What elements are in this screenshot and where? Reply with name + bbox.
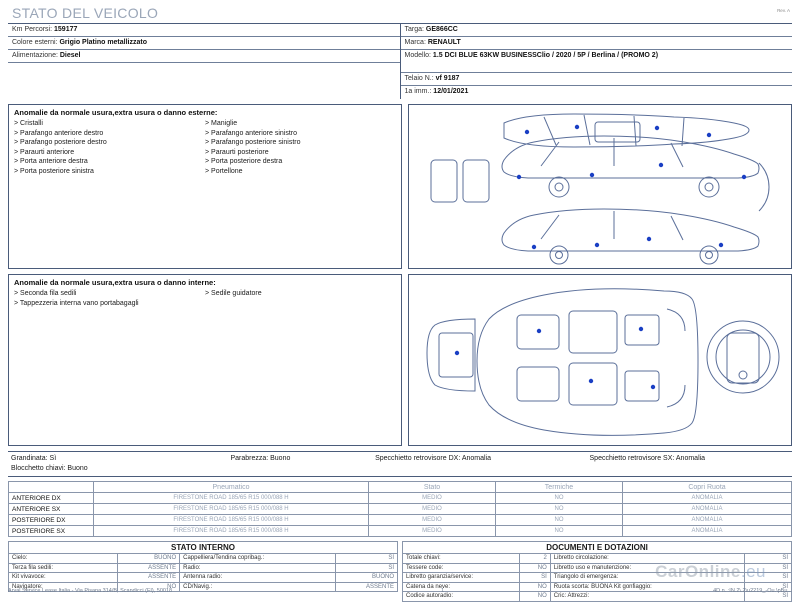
list-item: > Sedile guidatore [205,290,262,297]
internal-anomalies-col1 [14,289,205,308]
info-row [401,24,793,37]
field-label: Triangolo di emergenza: [550,573,745,583]
info-value: 159177 [54,26,78,33]
info-row [401,86,793,98]
col-position [9,482,94,493]
damage-markers [517,125,746,249]
external-anomalies-title: Anomalie da normale usura,extra usura o danno esterne: [14,108,218,117]
table-row [9,526,792,537]
info-label: Targa: [404,26,424,33]
page-title: STATO DEL VEICOLO [12,5,159,21]
field-value: NO [519,592,550,602]
condition-row [11,464,789,474]
info-row-empty [8,87,400,99]
list-item: > Portellone [205,167,243,175]
tyre-wheelcover: ANOMALIA [623,526,792,537]
info-row [401,50,793,73]
external-anomalies-col1 [14,119,205,176]
field-label: Libretto circolazione: [550,554,745,564]
tyre-model: FIRESTONE ROAD 185/65 R15 000/088 H [94,515,369,526]
document-page [8,4,792,600]
interior-state-title: STATO INTERNO [8,541,398,553]
field-value: SÌ [745,563,792,573]
list-item: > Parafango posteriore destro [14,139,107,146]
info-value: RENAULT [427,39,461,46]
car-interior-svg [409,275,789,443]
tyre-position: POSTERIORE DX [9,515,94,526]
field-label: Kit vivavoce: [9,573,118,583]
tyre-thermal: NO [496,493,623,504]
field-value: SÌ [335,563,397,573]
field-label: Cric: Attrezzi: [550,592,745,602]
windscreen-status: Parabrezza: Buono [230,455,291,462]
field-label: Totale chiavi: [403,554,520,564]
tyre-thermal: NO [496,526,623,537]
tyre-position: ANTERIORE DX [9,493,94,504]
info-value: 1.5 DCI BLUE 63KW BUSINESSClio / 2020 / 5P / Berlina / (PROMO 2) [432,52,659,59]
tyre-position: ANTERIORE SX [9,504,94,515]
field-label: Terza fila sedili: [9,563,118,573]
info-label: Km Percorsi: [12,26,53,33]
tyre-state: MEDIO [369,504,496,515]
info-label: Alimentazione: [12,52,58,59]
footer-page-number: 1 [441,588,445,594]
info-row-empty [8,63,400,75]
field-label: CD/Navig.: [180,582,336,592]
info-label: Marca: [404,39,426,46]
field-label: Antenna radio: [180,573,336,583]
field-value: ASSENTE [335,582,397,592]
field-value: SÌ [335,554,397,564]
footer-reference: 4D n..:IN.2\.2\u2219_-Ou.\pBu... [713,588,792,594]
col-tyre: Pneumatico [94,482,369,493]
watermark-text: CarOnline [655,562,741,581]
mirror-right-status: Specchietto retrovisore DX: Anomalia [375,455,492,462]
col-wheelcover: Copri Ruota [623,482,792,493]
info-label: Colore esterni: [12,39,58,46]
field-label: Cielo: [9,554,118,564]
internal-anomalies-col2 [205,289,396,308]
revision-label: Rev. A [777,8,790,13]
field-value: SÌ [745,592,792,602]
internal-section [8,274,792,446]
field-label: Ruota scorta: BUONA Kit gonfiaggio: [550,582,745,592]
condition-row [11,454,789,464]
footer-company: Arval Service Lease Italia - Via Pisana 314/B, Scandicci (FI), 50018 [8,588,173,594]
list-item: > Cristalli [14,120,43,127]
internal-anomalies-box [8,274,402,446]
field-value: BUONO [335,573,397,583]
tyre-position: POSTERIORE SX [9,526,94,537]
list-item: > Porta posteriore sinistra [14,167,94,175]
tyres-table [8,481,792,537]
internal-anomalies-title: Anomalie da normale usura,extra usura o danno interne: [14,278,216,287]
info-row [8,50,400,63]
info-value: Grigio Platino metallizzato [59,39,147,46]
tyre-wheelcover: ANOMALIA [623,493,792,504]
tyre-state: MEDIO [369,515,496,526]
field-value: SÌ [745,582,792,592]
table-row [9,493,792,504]
watermark-suffix: .eu [740,562,766,581]
exterior-diagram-box [408,104,792,269]
condition-summary-strip [8,451,792,477]
info-row [8,37,400,50]
table-row [9,573,398,583]
tyre-model: FIRESTONE ROAD 185/65 R15 000/088 H [94,526,369,537]
vehicle-info-left [8,24,400,99]
list-item: > Porta anteriore destra [14,158,88,165]
field-label: Cappelliera/Tendina copribag.: [180,554,336,564]
list-item: > Parafango posteriore sinistro [205,139,301,146]
interior-diagram-box [408,274,792,446]
watermark [655,562,766,582]
field-value: ASSENTE [117,563,179,573]
table-row [9,563,398,573]
list-item: > Tappezzeria interna vano portabagagli [14,299,139,307]
hail-status: Grandinata: Sì [11,455,57,462]
external-section [8,104,792,269]
table-row [9,504,792,515]
field-value: NO [117,582,179,592]
field-value: SÌ [745,573,792,583]
list-item: > Seconda fila sedili [14,290,77,297]
field-value: NO [519,582,550,592]
field-label: Libretto uso e manutenzione: [550,563,745,573]
info-row [401,37,793,50]
field-value: NO [519,563,550,573]
list-item: > Porta posteriore destra [205,158,283,165]
info-value: 12/01/2021 [433,88,469,95]
info-value: vf 9187 [435,75,460,82]
tyre-wheelcover: ANOMALIA [623,515,792,526]
info-label: Modello: [404,52,431,59]
page-footer [8,586,792,594]
info-row [401,73,793,86]
tyre-model: FIRESTONE ROAD 185/65 R15 000/088 H [94,504,369,515]
col-thermal: Termiche [496,482,623,493]
list-item: > Maniglie [205,120,238,127]
field-label: Codice autoradio: [403,592,520,602]
vehicle-info-right [400,24,793,99]
field-label: Libretto garanzia/service: [403,573,520,583]
external-anomalies-box [8,104,402,269]
tyre-state: MEDIO [369,493,496,504]
col-state: Stato [369,482,496,493]
field-value: ASSENTE [117,573,179,583]
info-label: 1a imm.: [404,88,432,95]
table-header-row [9,482,792,493]
info-value: GE866CC [425,26,458,33]
car-exterior-svg [409,105,789,266]
field-value: 2 [519,554,550,564]
list-item: > Parafango anteriore sinistro [205,129,298,137]
table-row [9,554,398,564]
tyre-wheelcover: ANOMALIA [623,504,792,515]
car-interior-diagram [409,275,791,445]
car-exterior-diagram [409,105,791,268]
mirror-left-status: Specchietto retrovisore SX: Anomalia [589,455,706,462]
field-value: BUONO [117,554,179,564]
table-row [9,515,792,526]
info-row-empty [8,75,400,87]
list-item: > Paraurti posteriore [205,148,269,156]
field-label: Tessere code: [403,563,520,573]
tyre-thermal: NO [496,515,623,526]
field-label: Radio: [180,563,336,573]
info-label: Telaio N.: [404,75,434,82]
field-label: Navigatore: [9,582,118,592]
list-item: > Paraurti anteriore [14,148,75,156]
field-value: SÌ [519,573,550,583]
field-label: Catena da neve: [403,582,520,592]
external-anomalies-col2 [205,119,396,176]
info-value: Diesel [59,52,81,59]
field-value: SÌ [745,554,792,564]
tyre-thermal: NO [496,504,623,515]
info-row [8,24,400,37]
documents-title: DOCUMENTI E DOTAZIONI [402,541,792,553]
tyre-state: MEDIO [369,526,496,537]
vehicle-info-grid [8,23,792,99]
key-block-status: Blocchetto chiavi: Buono [11,465,88,472]
list-item: > Parafango anteriore destro [14,129,104,137]
tyre-model: FIRESTONE ROAD 185/65 R15 000/088 H [94,493,369,504]
